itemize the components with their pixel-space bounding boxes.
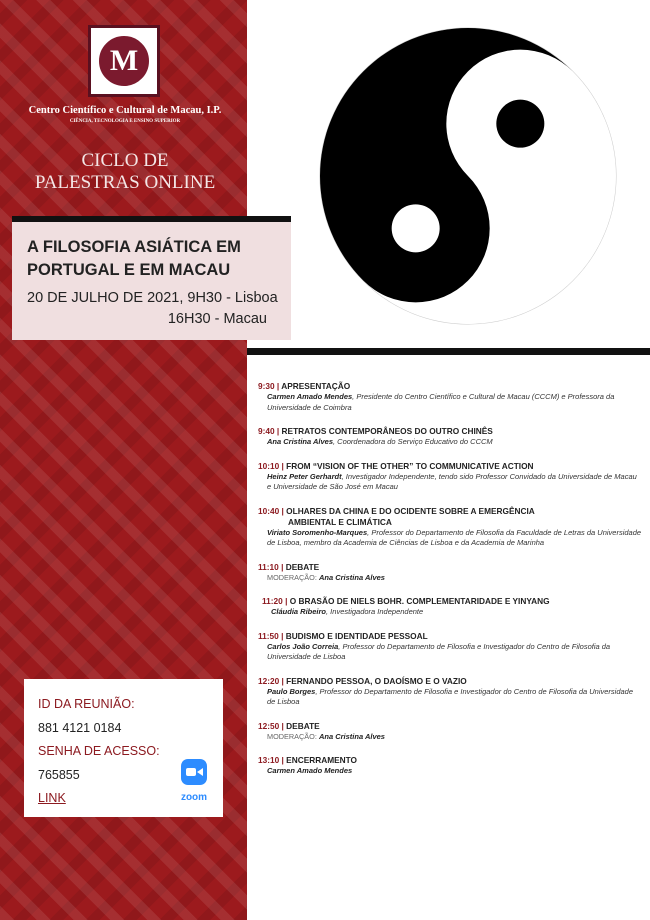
item-title: OLHARES DA CHINA E DO OCIDENTE SOBRE A EMERGÊNCIA	[286, 505, 535, 516]
item-heading: 11:50 | BUDISMO E IDENTIDADE PESSOAL	[258, 630, 428, 641]
meeting-info-box	[24, 679, 223, 817]
speaker-desc: , Professor do Departamento de Filosofia e Investigador do Centro de Filosofia da Universidade de Lisboa	[267, 641, 611, 661]
event-title: A FILOSOFIA ASIÁTICA EM PORTUGAL E EM MACAU	[27, 238, 241, 279]
item-title: O BRASÃO DE NIELS BOHR. COMPLEMENTARIDADE E YINYANG	[289, 596, 550, 606]
item-time: 12:20	[258, 675, 280, 686]
speaker-desc: , Presidente do Centro Científico e Cultural de Macau (CCCM) e Professora da Universidade de Coimbra	[267, 392, 615, 412]
moderation-label: MODERAÇÃO:	[267, 731, 317, 741]
zoom-camera-icon	[181, 759, 207, 785]
schedule-item	[258, 506, 643, 549]
org-subtitle: CIÊNCIA, TECNOLOGIA E ENSINO SUPERIOR	[69, 119, 181, 124]
item-time: 12:50	[258, 720, 280, 731]
item-speaker-line	[258, 642, 643, 663]
speaker-name: Carmen Amado Mendes	[267, 766, 353, 775]
speaker-name: Viriato Soromenho-Marques	[267, 527, 368, 537]
speaker-desc: , Investigadora Independente	[326, 607, 424, 616]
item-time: 13:10	[258, 755, 280, 765]
speaker-name: Carmen Amado Mendes	[267, 392, 353, 401]
item-heading: 11:10 | DEBATE	[258, 561, 320, 572]
divider-bar	[247, 348, 650, 355]
item-speaker-line	[258, 528, 643, 549]
item-time: 11:20	[262, 596, 283, 606]
item-heading: 12:20 | FERNANDO PESSOA, O DAOÍSMO E O VAZIO	[258, 675, 467, 686]
speaker-desc: , Investigador Independente, tendo sido Professor Convidado da Universidade de Macau e Universidade de São José em Macau	[267, 471, 637, 491]
item-time: 9:40	[258, 426, 275, 436]
speaker-name: Heinz Peter Gerhardt	[267, 471, 342, 481]
item-title: ENCERRAMENTO	[286, 755, 358, 765]
item-heading: 9:30 | APRESENTAÇÃO	[258, 381, 351, 391]
password: 765855	[38, 767, 80, 782]
speaker-desc: , Coordenadora do Serviço Educativo do CCCM	[333, 437, 493, 446]
schedule-item	[258, 631, 643, 663]
schedule-item	[258, 755, 643, 777]
item-speaker-line	[258, 766, 643, 777]
speaker-desc: , Professor do Departamento de Filosofia da Faculdade de Letras da Universidade de Lisboa, membro da Academia de Ciências de Lisboa e da Academia de Marinha	[267, 527, 642, 547]
item-speaker-line	[258, 437, 643, 448]
speaker-name: Ana Cristina Alves	[267, 437, 333, 446]
item-title: APRESENTAÇÃO	[281, 381, 351, 391]
schedule-item	[258, 562, 643, 584]
yin-yang-icon	[318, 26, 618, 326]
item-heading: 12:50 | DEBATE	[258, 720, 320, 731]
item-title-cont: AMBIENTAL E CLIMÁTICA	[288, 516, 392, 527]
item-speaker-line	[258, 472, 643, 493]
meeting-id-label: ID DA REUNIÃO:	[38, 697, 135, 711]
item-heading: 10:40 | OLHARES DA CHINA E DO OCIDENTE SOBRE A EMERGÊNCIA AMBIENTAL E CLIMÁTICA	[258, 506, 643, 528]
item-time: 11:10	[258, 561, 279, 572]
speaker-name: Paulo Borges	[267, 686, 316, 696]
schedule-item	[258, 461, 643, 493]
org-name: Centro Científico e Cultural de Macau, I.P.	[28, 105, 222, 116]
cccm-logo: M	[88, 25, 160, 97]
event-title-box	[12, 222, 291, 340]
speaker-name: Carlos João Correia	[267, 641, 339, 651]
zoom-logo[interactable]: zoom	[177, 759, 211, 810]
item-speaker-line	[258, 732, 643, 743]
meeting-link[interactable]: LINK	[38, 791, 66, 805]
item-speaker-line	[258, 687, 643, 708]
event-date: 20 DE JULHO DE 2021, 9H30 - Lisboa	[27, 290, 278, 306]
item-time: 9:30	[258, 381, 275, 391]
item-heading: 11:20 | O BRASÃO DE NIELS BOHR. COMPLEMENTARIDADE E YINYANG	[262, 596, 550, 606]
schedule-item	[258, 596, 643, 618]
meeting-id: 881 4121 0184	[38, 720, 122, 735]
item-title: DEBATE	[285, 561, 320, 572]
item-speaker-line	[258, 573, 643, 584]
schedule-item	[258, 381, 643, 413]
schedule	[258, 381, 643, 790]
schedule-item	[258, 721, 643, 743]
item-title: RETRATOS CONTEMPORÂNEOS DO OUTRO CHINÊS	[281, 426, 493, 436]
item-heading: 13:10 | ENCERRAMENTO	[258, 755, 358, 765]
speaker-name: Ana Cristina Alves	[318, 572, 385, 582]
item-speaker-line	[258, 392, 643, 413]
schedule-item	[258, 676, 643, 708]
item-time: 10:10	[258, 460, 280, 471]
speaker-name: Ana Cristina Alves	[318, 731, 385, 741]
item-title: FERNANDO PESSOA, O DAOÍSMO E O VAZIO	[286, 675, 467, 686]
moderation-label: MODERAÇÃO:	[267, 572, 317, 582]
item-heading: 9:40 | RETRATOS CONTEMPORÂNEOS DO OUTRO CHINÊS	[258, 426, 493, 436]
item-heading: 10:10 | FROM “VISION OF THE OTHER” TO COMMUNICATIVE ACTION	[258, 460, 534, 471]
item-title: FROM “VISION OF THE OTHER” TO COMMUNICATIVE ACTION	[286, 460, 534, 471]
schedule-item	[258, 426, 643, 448]
item-time: 11:50	[258, 630, 279, 641]
item-speaker-line	[262, 607, 643, 618]
item-title: DEBATE	[286, 720, 320, 731]
event-time-macau: 16H30 - Macau	[167, 311, 267, 327]
speaker-desc: , Professor do Departamento de Filosofia e Investigador do Centro de Filosofia da Universidade de Lisboa	[267, 686, 634, 706]
password-label: SENHA DE ACESSO:	[38, 744, 160, 758]
series-title: CICLO DE PALESTRAS ONLINE	[34, 150, 216, 193]
item-title: BUDISMO E IDENTIDADE PESSOAL	[285, 630, 428, 641]
speaker-name: Cláudia Ribeiro	[271, 607, 327, 616]
item-time: 10:40	[258, 505, 280, 516]
